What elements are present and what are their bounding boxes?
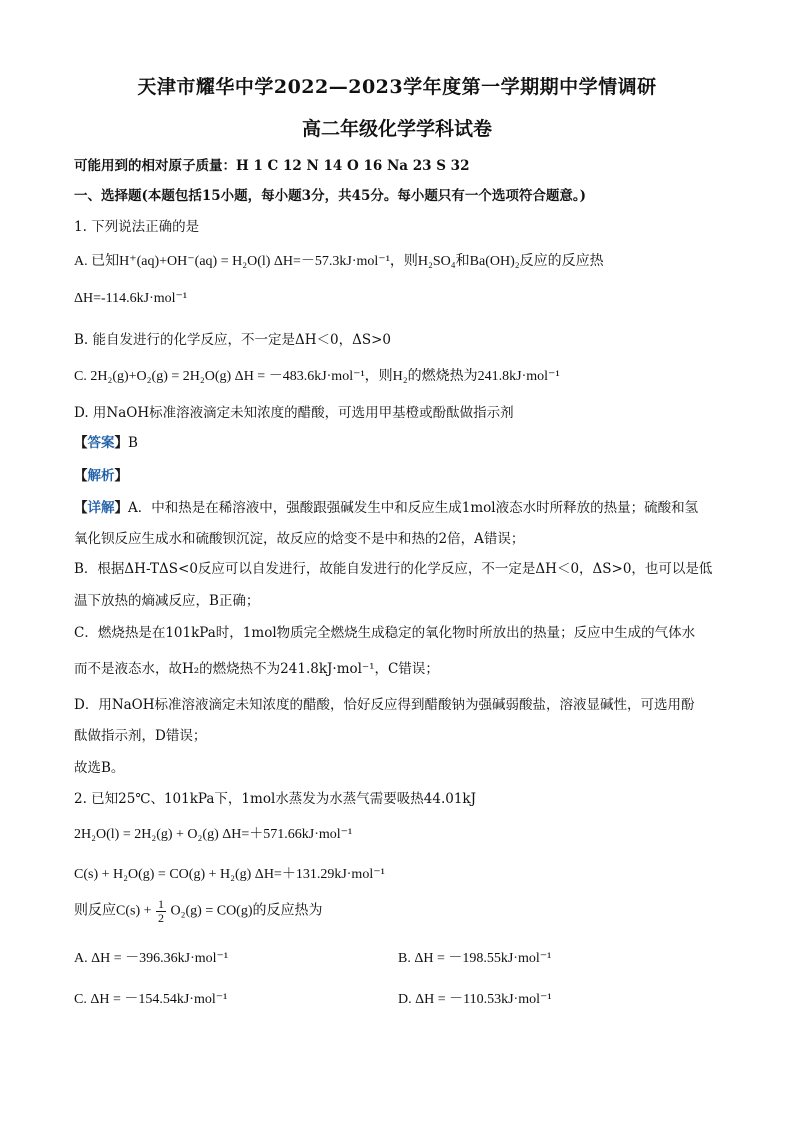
q1-option-c: C. 2H₂(g)+O₂(g) = 2H₂O(g) ΔH = －483.6kJ·mol⁻¹，则H₂的燃烧热为241.8kJ·mol⁻¹ (74, 369, 560, 384)
q2-option-a: A. ΔH = －396.36kJ·mol⁻¹ (74, 951, 229, 966)
analysis-tag: 解析 (87, 468, 115, 484)
q1-detail-d-line2: 酞做指示剂，D错误； (74, 728, 207, 744)
q1-stem: 1. 下列说法正确的是 (74, 219, 200, 235)
answer-value: B (128, 435, 138, 451)
atomic-masses: 可能用到的相对原子质量：H 1 C 12 N 14 O 16 Na 23 S 32 (74, 158, 470, 174)
q1-detail-c-line2: 而不是液态水，故H₂的燃烧热不为241.8kJ·mol⁻¹，C错误； (74, 661, 439, 677)
q2-ask-prefix: 则反应C(s) + (74, 903, 152, 919)
q1-answer (74, 431, 138, 451)
fraction-denominator: 2 (158, 911, 165, 925)
q2-equation-1: 2H₂O(l) = 2H₂(g) + O₂(g) ΔH=＋571.66kJ·mol⁻¹ (74, 827, 353, 842)
q1-detail-b-line2: 温下放热的熵减反应，B正确； (74, 593, 260, 609)
q1-option-b: B. 能自发进行的化学反应，不一定是ΔH＜0，ΔS>0 (74, 332, 392, 348)
one-half-fraction (156, 898, 166, 925)
answer-tag: 答案 (87, 435, 115, 451)
section-heading: 一、选择题(本题包括15小题，每小题3分，共45分。每小题只有一个选项符合题意。) (74, 188, 586, 204)
exam-subtitle: 高二年级化学学科试卷 (301, 118, 492, 140)
q2-equation-2: C(s) + H₂O(g) = CO(g) + H₂(g) ΔH=＋131.29kJ·mol⁻¹ (74, 867, 385, 882)
answer-bracket-close: 】 (114, 435, 128, 451)
q1-detail-a-line1 (74, 496, 698, 516)
q2-ask-suffix: O₂(g) = CO(g)的反应热为 (170, 903, 323, 919)
fraction-numerator: 1 (158, 897, 165, 911)
q2-stem: 2. 已知25℃、101kPa下，1mol水蒸发为水蒸气需要吸热44.01kJ (74, 791, 477, 807)
q1-analysis (74, 464, 128, 484)
q2-option-c: C. ΔH = －154.54kJ·mol⁻¹ (74, 992, 228, 1007)
q1-option-a-line2: ΔH=-114.6kJ·mol⁻¹ (74, 291, 188, 306)
detail-bracket-open: 【 (74, 500, 88, 516)
q2-ask (74, 898, 323, 925)
detail-a-text: A．中和热是在稀溶液中，强酸跟强碱发生中和反应生成1mol液态水时所释放的热量；硫酸和氢 (128, 500, 699, 516)
q1-option-d: D. 用NaOH标准溶液滴定未知浓度的醋酸，可选用甲基橙或酚酞做指示剂 (74, 405, 514, 421)
q1-detail-c-line1: C．燃烧热是在101kPa时，1mol物质完全燃烧生成稳定的氧化物时所放出的热量；反应中生成的气体水 (74, 625, 696, 641)
detail-bracket-close: 】 (114, 500, 128, 516)
answer-bracket-open: 【 (74, 435, 88, 451)
exam-title: 天津市耀华中学2022—2023学年度第一学期期中学情调研 (137, 76, 657, 98)
analysis-bracket-close: 】 (114, 468, 128, 484)
q2-option-b: B. ΔH = －198.55kJ·mol⁻¹ (398, 951, 552, 966)
q1-option-a-line1: A. 已知H⁺(aq)+OH⁻(aq) = H₂O(l) ΔH=－57.3kJ·mol⁻¹，则H₂SO₄和Ba(OH)₂反应的反应热 (74, 254, 604, 269)
analysis-bracket-open: 【 (74, 468, 88, 484)
detail-tag: 详解 (87, 500, 115, 516)
q1-detail-a-line2: 氧化钡反应生成水和硫酸钡沉淀，故反应的焓变不是中和热的2倍，A错误； (74, 531, 525, 547)
q1-detail-b-line1: B．根据ΔH-TΔS<0反应可以自发进行，故能自发进行的化学反应，不一定是ΔH＜0，ΔS>0，也可以是低 (74, 561, 713, 577)
q1-conclusion: 故选B。 (74, 760, 125, 776)
q2-option-d: D. ΔH = －110.53kJ·mol⁻¹ (398, 992, 552, 1007)
q1-detail-d-line1: D．用NaOH标准溶液滴定未知浓度的醋酸，恰好反应得到醋酸钠为强碱弱酸盐，溶液显碱性，可选用酚 (74, 697, 695, 713)
